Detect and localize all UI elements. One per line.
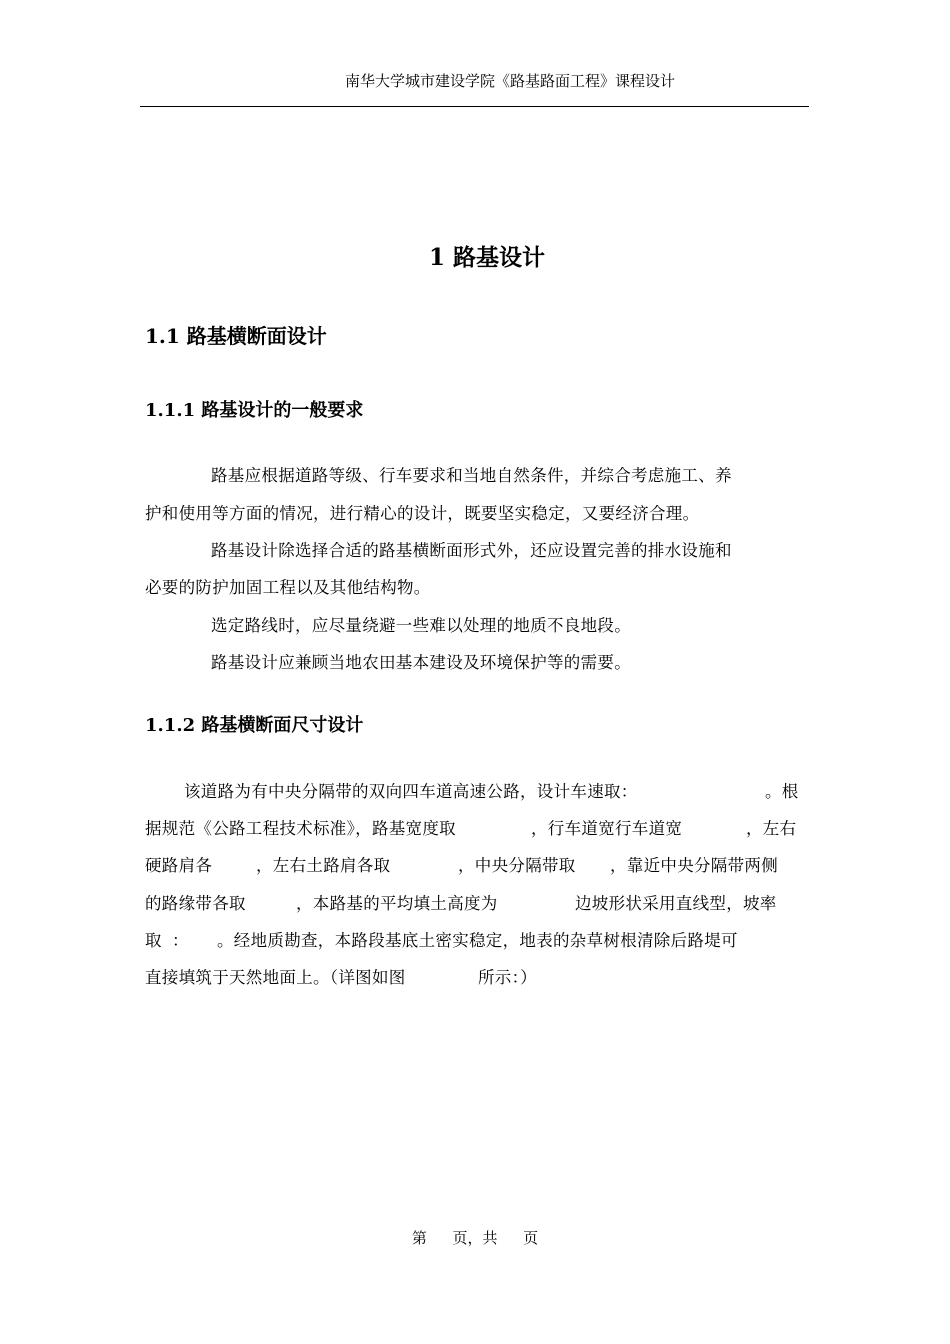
text-segment: 直接填筑于天然地面上。（详图如图: [145, 968, 406, 987]
para-5-line-2: [0, 815, 950, 839]
page-footer: [0, 1227, 950, 1248]
para-5-line-4: [0, 890, 950, 914]
text-segment: 所示：）: [478, 968, 537, 987]
chapter-title: 1 路基设计: [428, 244, 545, 271]
para-1-line-1: 路基应根据道路等级、行车要求和当地自然条件，并综合考虑施工、养: [211, 466, 732, 485]
text-segment: ，中央分隔带取: [458, 856, 576, 875]
para-5-line-5: [0, 927, 950, 951]
footer-total-label: 页，共: [452, 1229, 498, 1247]
text-segment: ，靠近中央分隔带两侧: [610, 856, 778, 875]
text-segment: ，左右土路肩各取: [256, 856, 391, 875]
text-segment: 据规范《公路工程技术标准》，路基宽度取: [145, 819, 456, 838]
para-5-line-3: [0, 852, 950, 876]
para-5-line-6: [0, 964, 950, 988]
header-divider: [140, 106, 809, 107]
text-segment: ，行车道宽行车道宽: [531, 819, 683, 838]
text-segment: ，本路基的平均填土高度为: [296, 894, 498, 913]
para-4-line-1: 路基设计应兼顾当地农田基本建设及环境保护等的需要。: [211, 653, 631, 672]
footer-page-suffix: 页: [523, 1229, 539, 1247]
para-3-line-1: 选定路线时，应尽量绕避一些难以处理的地质不良地段。: [211, 616, 631, 635]
footer-page-label: 第: [411, 1229, 427, 1247]
para-1-line-2: 护和使用等方面的情况，进行精心的设计，既要坚实稳定，又要经济合理。: [145, 504, 700, 523]
text-segment: 硬路肩各: [145, 856, 213, 875]
subsection-2-title: 1.1.2 路基横断面尺寸设计: [145, 715, 364, 736]
text-segment: ：: [172, 931, 189, 950]
text-segment: ，左右: [746, 819, 797, 838]
para-2-line-1: 路基设计除选择合适的路基横断面形式外，还应设置完善的排水设施和: [211, 541, 732, 560]
text-segment: 。经地质勘查，本路段基底土密实稳定，地表的杂草树根清除后路堤可: [217, 931, 738, 950]
para-2-line-2: 必要的防护加固工程以及其他结构物。: [145, 578, 431, 597]
section-title: 1.1 路基横断面设计: [145, 324, 327, 348]
page-header-title: 南华大学城市建设学院《路基路面工程》课程设计: [344, 72, 675, 90]
text-segment: 边坡形状采用直线型，坡率: [575, 894, 777, 913]
text-segment: 的路缘带各取: [145, 894, 246, 913]
text-segment: 取: [145, 931, 162, 950]
subsection-1-title: 1.1.1 路基设计的一般要求: [145, 400, 364, 421]
text-segment: 该道路为有中央分隔带的双向四车道高速公路，设计车速取：: [184, 782, 638, 801]
para-5-line-1: [0, 778, 950, 802]
text-segment: 。根: [765, 782, 799, 801]
